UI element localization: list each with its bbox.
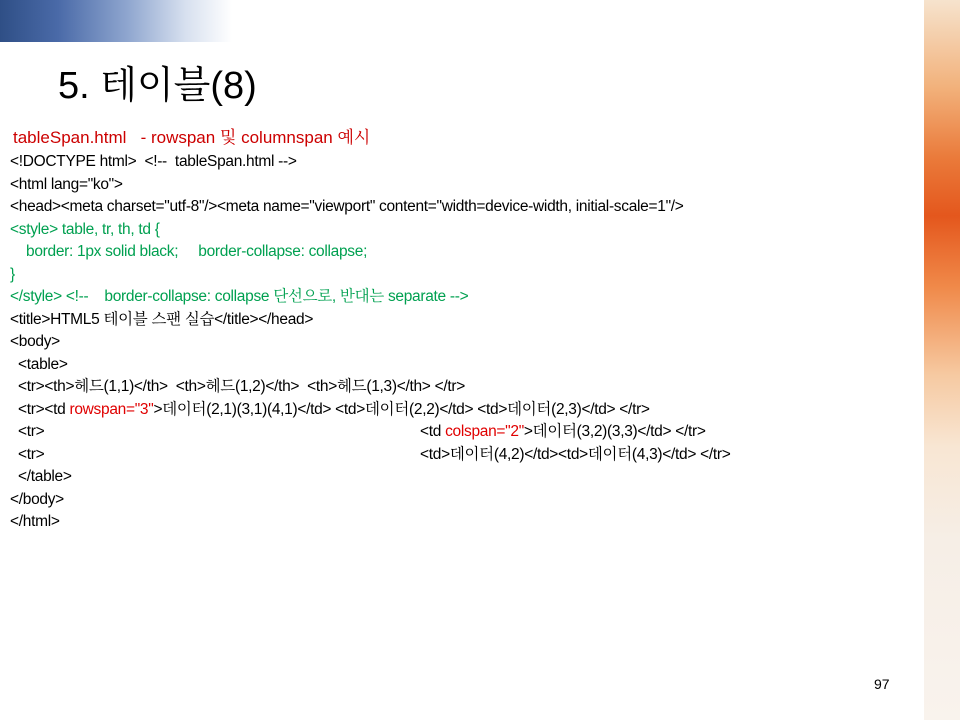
code-line [10, 511, 910, 534]
code-segment: </style> [10, 288, 66, 305]
code-segment: >데이터(2,1)(3,1)(4,1)</td> <td>데이터(2,2)</td> <td>데이터(2,3)</td> </tr> [153, 400, 650, 418]
code-segment: <!-- border-collapse: collapse 단선으로, 반대는 separate --> [65, 288, 469, 305]
slide-title: 5. 테이블(8) [58, 65, 257, 107]
code-segment: </html> [10, 513, 60, 530]
code-listing [10, 151, 910, 534]
code-line [10, 444, 910, 467]
code-line [10, 151, 910, 174]
code-line [10, 286, 910, 309]
code-line [10, 264, 910, 287]
code-segment: <style> table, tr, th, td { [10, 220, 160, 238]
code-segment: <td>데이터(4,2)</td><td>데이터(4,3)</td> </tr> [420, 445, 731, 463]
code-segment: border: 1px solid black; border-collapse: collapse; [10, 243, 368, 260]
right-decorative-band [924, 0, 960, 720]
code-segment: <tr> [10, 423, 45, 440]
top-decorative-band [0, 0, 232, 42]
code-line [10, 399, 910, 422]
code-segment: <tr> [10, 445, 45, 463]
code-segment: <html lang="ko"> [10, 175, 123, 193]
code-line [10, 196, 910, 219]
code-segment: <tr><td [10, 400, 70, 418]
code-line [10, 466, 910, 489]
code-line [10, 376, 910, 399]
code-segment: >데이터(3,2)(3,3)</td> </tr> [523, 423, 706, 440]
code-segment: <!DOCTYPE html> <!-- tableSpan.html --> [10, 153, 297, 170]
code-segment: <body> [10, 333, 60, 350]
code-line [10, 489, 910, 512]
code-aligned-column [420, 421, 706, 444]
code-line [10, 421, 910, 444]
code-line [10, 219, 910, 242]
code-line [10, 174, 910, 197]
code-segment: rowspan="3" [69, 400, 154, 418]
code-line [10, 241, 910, 264]
code-segment: </body> [10, 490, 64, 508]
code-segment: <table> [10, 355, 68, 373]
slide-subtitle: tableSpan.html - rowspan 및 columnspan 예시 [13, 128, 371, 147]
page-number: 97 [874, 676, 890, 692]
code-segment: <head><meta charset="utf-8"/><meta name="viewport" content="width=device-width, initial-scale=1"/> [10, 198, 684, 215]
code-segment: <td [420, 423, 446, 440]
code-segment: <tr><th>헤드(1,1)</th> <th>헤드(1,2)</th> <th>헤드(1,3)</th> </tr> [10, 378, 465, 395]
code-line [10, 331, 910, 354]
code-line [10, 354, 910, 377]
code-segment: } [10, 265, 15, 283]
code-aligned-column [420, 444, 731, 467]
code-segment: colspan="2" [445, 423, 524, 440]
code-segment: </table> [10, 468, 72, 485]
code-segment: <title>HTML5 테이블 스팬 실습</title></head> [10, 310, 314, 328]
code-line [10, 309, 910, 332]
